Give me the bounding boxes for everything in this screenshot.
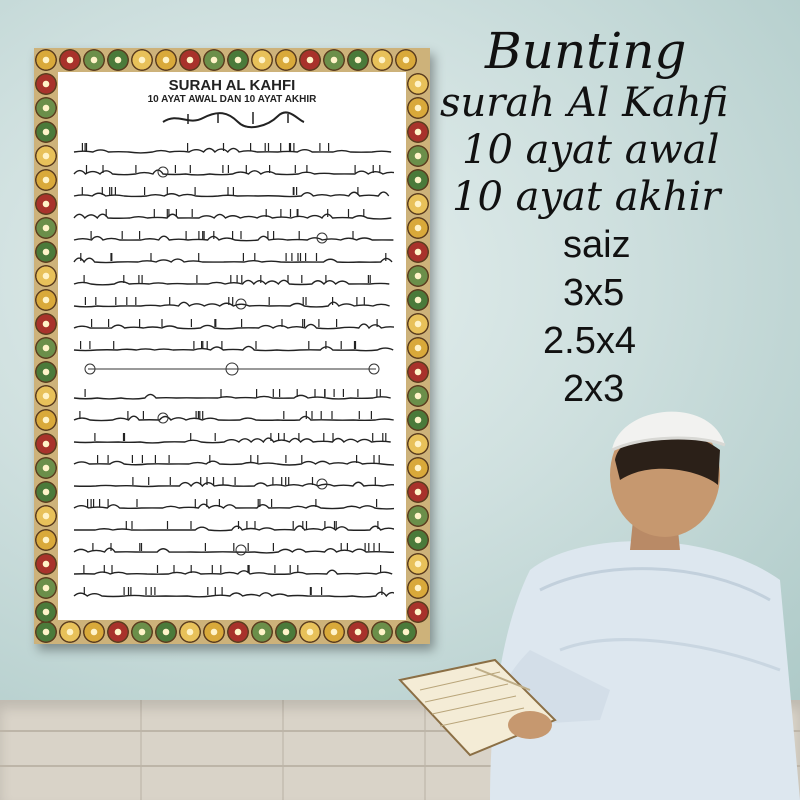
border-flower-tile — [35, 409, 57, 431]
size-option-1: 3x5 — [563, 272, 625, 314]
border-flower-tile — [251, 621, 273, 643]
border-flower-tile — [35, 193, 57, 215]
border-flower-tile — [395, 49, 417, 71]
banner-subtitle: 10 AYAT AWAL DAN 10 AYAT AKHIR — [147, 94, 317, 105]
border-flower-tile — [323, 49, 345, 71]
border-flower-tile — [35, 481, 57, 503]
verse-line — [70, 138, 394, 160]
verse-line — [70, 516, 394, 538]
size-option-2: 2.5x4 — [543, 320, 636, 362]
verse-line — [70, 336, 394, 358]
verse-line — [70, 292, 394, 314]
border-flower-tile — [35, 529, 57, 551]
border-flower-tile — [275, 621, 297, 643]
border-flower-tile — [407, 337, 429, 359]
border-flower-tile — [83, 49, 105, 71]
border-flower-tile — [107, 621, 129, 643]
border-flower-tile — [203, 49, 225, 71]
headline-surah: surah Al Kahfi — [440, 80, 729, 126]
man-reading-quran-photo — [380, 390, 800, 800]
border-flower-tile — [59, 621, 81, 643]
border-flower-tile — [155, 621, 177, 643]
border-flower-tile — [407, 73, 429, 95]
border-flower-tile — [35, 337, 57, 359]
size-label: saiz — [563, 224, 631, 266]
border-flower-tile — [35, 289, 57, 311]
border-flower-tile — [35, 361, 57, 383]
border-flower-tile — [35, 121, 57, 143]
verse-line — [70, 472, 394, 494]
headline-ayat-akhir: 10 ayat akhir — [452, 174, 721, 220]
border-flower-tile — [35, 601, 57, 623]
verse-line — [70, 182, 394, 204]
border-flower-tile — [83, 621, 105, 643]
border-flower-tile — [35, 97, 57, 119]
border-flower-tile — [407, 193, 429, 215]
verse-line — [70, 538, 394, 560]
border-flower-tile — [407, 265, 429, 287]
verse-line — [70, 314, 394, 336]
border-flower-tile — [35, 217, 57, 239]
border-flower-tile — [131, 49, 153, 71]
border-flower-tile — [35, 505, 57, 527]
border-flower-tile — [323, 621, 345, 643]
border-flower-tile — [299, 621, 321, 643]
border-flower-tile — [35, 433, 57, 455]
border-flower-tile — [155, 49, 177, 71]
verse-line — [70, 560, 394, 582]
last-ten-verses — [70, 384, 394, 604]
border-flower-tile — [35, 457, 57, 479]
border-flower-tile — [35, 241, 57, 263]
border-flower-tile — [35, 49, 57, 71]
border-flower-tile — [407, 145, 429, 167]
border-flower-tile — [35, 577, 57, 599]
headline-ayat-awal: 10 ayat awal — [462, 127, 720, 173]
first-ten-verses — [70, 138, 394, 358]
surah-banner — [34, 48, 430, 644]
border-flower-tile — [35, 313, 57, 335]
verse-line — [70, 406, 394, 428]
border-flower-tile — [251, 49, 273, 71]
border-flower-tile — [227, 621, 249, 643]
banner-title: SURAH AL KAHFI — [168, 77, 296, 94]
border-flower-tile — [131, 621, 153, 643]
border-flower-tile — [407, 361, 429, 383]
banner-content — [58, 72, 406, 620]
border-flower-tile — [275, 49, 297, 71]
border-flower-tile — [35, 553, 57, 575]
verse-line — [70, 384, 394, 406]
size-option-3: 2x3 — [563, 368, 625, 410]
verse-line — [70, 226, 394, 248]
border-flower-tile — [35, 169, 57, 191]
border-flower-tile — [227, 49, 249, 71]
border-flower-tile — [35, 621, 57, 643]
border-flower-tile — [407, 241, 429, 263]
border-flower-tile — [203, 621, 225, 643]
border-flower-tile — [407, 169, 429, 191]
border-flower-tile — [107, 49, 129, 71]
border-flower-tile — [371, 49, 393, 71]
border-flower-tile — [35, 385, 57, 407]
border-flower-tile — [407, 289, 429, 311]
border-flower-tile — [407, 217, 429, 239]
border-flower-tile — [347, 621, 369, 643]
ornamental-divider — [78, 362, 386, 376]
verse-line — [70, 160, 394, 182]
verse-line — [70, 204, 394, 226]
verse-line — [70, 494, 394, 516]
headline-bunting: Bunting — [485, 22, 687, 80]
border-flower-tile — [35, 265, 57, 287]
border-flower-tile — [299, 49, 321, 71]
border-flower-tile — [407, 121, 429, 143]
border-flower-tile — [59, 49, 81, 71]
border-flower-tile — [35, 145, 57, 167]
border-flower-tile — [347, 49, 369, 71]
verse-line — [70, 428, 394, 450]
verse-line — [70, 248, 394, 270]
border-flower-tile — [35, 73, 57, 95]
bismillah-calligraphy — [158, 108, 308, 130]
border-flower-tile — [407, 313, 429, 335]
verse-line — [70, 582, 394, 604]
border-flower-tile — [407, 97, 429, 119]
border-flower-tile — [179, 621, 201, 643]
verse-line — [70, 270, 394, 292]
border-flower-tile — [179, 49, 201, 71]
verse-line — [70, 450, 394, 472]
